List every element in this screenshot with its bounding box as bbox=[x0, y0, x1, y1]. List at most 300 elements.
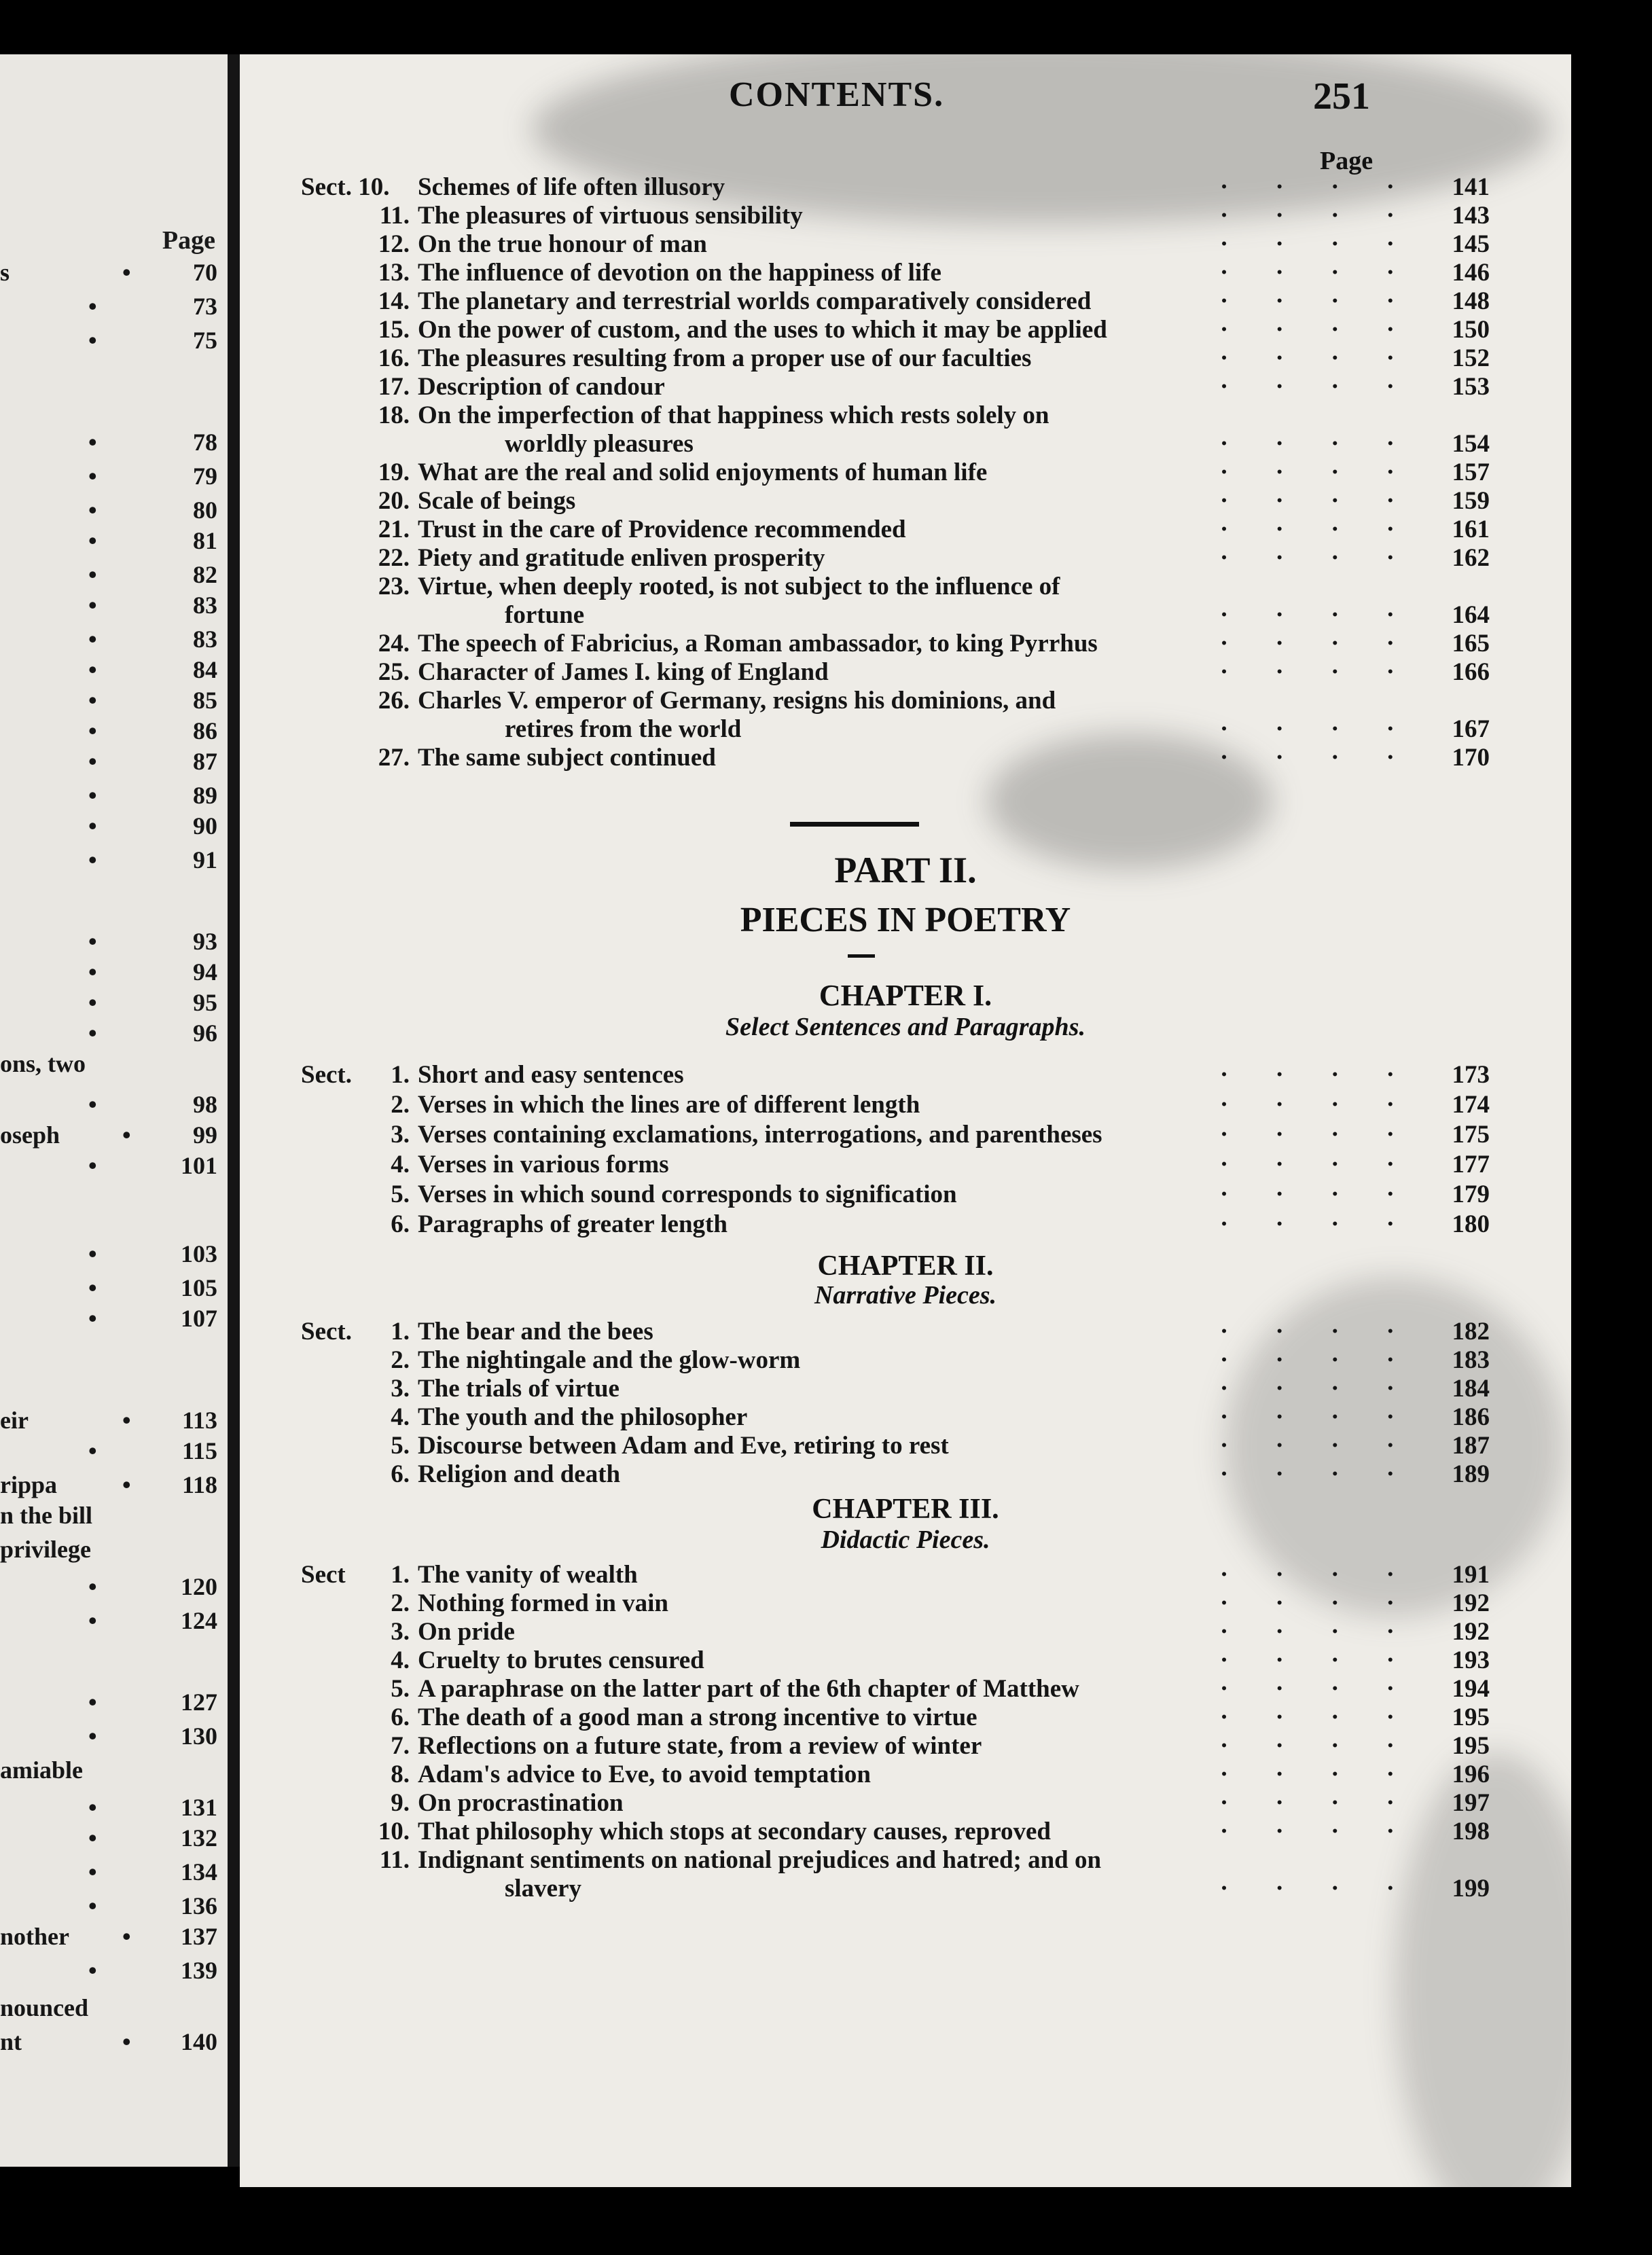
left-toc-page: 73 bbox=[193, 293, 217, 320]
leader-dots: · · · · bbox=[1219, 259, 1415, 287]
toc-entry bbox=[301, 458, 1490, 487]
leader-dots: · · · · bbox=[1219, 1732, 1415, 1760]
entry-number: 2. bbox=[391, 1346, 410, 1374]
entry-number: 1. bbox=[391, 1318, 410, 1346]
entry-page: 184 bbox=[1452, 1375, 1490, 1403]
leader-dot: • bbox=[88, 1858, 97, 1886]
book-gutter bbox=[228, 54, 240, 2167]
leader-dots: · · · · bbox=[1219, 430, 1415, 458]
leader-dots: · · · · bbox=[1219, 173, 1415, 201]
leader-dot: • bbox=[122, 1471, 131, 1498]
entry-page: 141 bbox=[1452, 173, 1490, 201]
left-toc-page: 120 bbox=[181, 1573, 217, 1600]
left-toc-row bbox=[0, 1501, 217, 1528]
leader-dots: · · · · bbox=[1219, 658, 1415, 686]
leader-dots: · · · · bbox=[1219, 1761, 1415, 1788]
left-toc-text: amiable bbox=[0, 1756, 83, 1784]
entry-number: 23. bbox=[378, 573, 410, 600]
left-toc-row bbox=[0, 655, 217, 683]
entry-page: 192 bbox=[1452, 1589, 1490, 1617]
left-toc-page: 139 bbox=[181, 1957, 217, 1984]
left-toc-page: 94 bbox=[193, 958, 217, 986]
entry-page: 194 bbox=[1452, 1675, 1490, 1703]
leader-dot: • bbox=[122, 1923, 131, 1950]
entry-number: 7. bbox=[391, 1732, 410, 1760]
entry-number: 4. bbox=[391, 1403, 410, 1431]
leader-dots: · · · · bbox=[1219, 1618, 1415, 1646]
left-toc-text: nt bbox=[0, 2028, 22, 2055]
left-toc-page: 78 bbox=[193, 429, 217, 456]
leader-dots: · · · · bbox=[1219, 230, 1415, 258]
leader-dot: • bbox=[88, 928, 97, 955]
toc-entry bbox=[301, 1646, 1490, 1675]
left-toc-page: 95 bbox=[193, 989, 217, 1016]
entry-page: 186 bbox=[1452, 1403, 1490, 1431]
entry-number: 11. bbox=[379, 1846, 410, 1874]
leader-dot: • bbox=[88, 327, 97, 354]
left-toc-page: 84 bbox=[193, 656, 217, 683]
toc-entry bbox=[301, 1618, 1490, 1646]
entry-page: 195 bbox=[1452, 1703, 1490, 1731]
entry-page: 198 bbox=[1452, 1818, 1490, 1845]
toc-entry bbox=[301, 259, 1490, 287]
entry-number: 24. bbox=[378, 630, 410, 657]
leader-dots: · · · · bbox=[1219, 1151, 1415, 1178]
left-toc-page: 124 bbox=[181, 1607, 217, 1634]
toc-entry bbox=[301, 1375, 1490, 1403]
toc-entry bbox=[301, 1789, 1490, 1818]
entry-title: Discourse between Adam and Eve, retiring to rest bbox=[418, 1432, 949, 1460]
entry-number: 21. bbox=[378, 516, 410, 543]
leader-dot: • bbox=[88, 687, 97, 714]
entry-page: 162 bbox=[1452, 544, 1490, 572]
entry-title: That philosophy which stops at secondary causes, reproved bbox=[418, 1818, 1051, 1845]
left-toc-row bbox=[0, 292, 217, 319]
leader-dot: • bbox=[122, 1407, 131, 1434]
left-toc-text: eir bbox=[0, 1407, 29, 1434]
entry-number: 6. bbox=[391, 1210, 410, 1238]
entry-title: The same subject continued bbox=[418, 744, 716, 772]
entry-title: The youth and the philosopher bbox=[418, 1403, 748, 1431]
entry-number: 6. bbox=[391, 1703, 410, 1731]
leader-dots: · · · · bbox=[1219, 1875, 1415, 1902]
entry-number: 1. bbox=[391, 1061, 410, 1089]
left-toc-row bbox=[0, 1892, 217, 1919]
toc-entry bbox=[301, 687, 1490, 715]
left-toc-row bbox=[0, 1049, 217, 1077]
entry-number: 17. bbox=[378, 373, 410, 401]
toc-entry bbox=[301, 316, 1490, 344]
left-toc-row bbox=[0, 1274, 217, 1301]
left-toc-page: 101 bbox=[181, 1152, 217, 1179]
entry-number: 2. bbox=[391, 1091, 410, 1119]
entry-title: Scale of beings bbox=[418, 487, 576, 515]
leader-dot: • bbox=[88, 656, 97, 683]
leader-dots: · · · · bbox=[1219, 1818, 1415, 1845]
leader-dot: • bbox=[88, 1020, 97, 1047]
toc-entry bbox=[301, 1210, 1490, 1239]
left-toc-row bbox=[0, 1756, 217, 1783]
leader-dot: • bbox=[88, 527, 97, 554]
entry-number: 20. bbox=[378, 487, 410, 515]
toc-entry bbox=[301, 1121, 1490, 1149]
toc-entry-continuation bbox=[301, 430, 1490, 458]
entry-page: 193 bbox=[1452, 1646, 1490, 1674]
toc-entry bbox=[301, 1818, 1490, 1846]
left-toc-row bbox=[0, 1688, 217, 1715]
left-toc-text: oseph bbox=[0, 1121, 60, 1149]
entry-title: Schemes of life often illusory bbox=[418, 173, 725, 201]
entry-title: Trust in the care of Providence recommended bbox=[418, 516, 906, 543]
left-toc-row bbox=[0, 591, 217, 618]
leader-dots: · · · · bbox=[1219, 344, 1415, 372]
chapter2-heading: CHAPTER II. bbox=[817, 1250, 994, 1282]
leader-dots: · · · · bbox=[1219, 1675, 1415, 1703]
left-toc-row bbox=[0, 526, 217, 554]
entry-page: 191 bbox=[1452, 1561, 1490, 1589]
left-toc-row bbox=[0, 1240, 217, 1267]
leader-dot: • bbox=[88, 1305, 97, 1332]
leader-dot: • bbox=[88, 626, 97, 653]
entry-title: Paragraphs of greater length bbox=[418, 1210, 728, 1238]
toc-entry bbox=[301, 1675, 1490, 1703]
left-toc-page: 130 bbox=[181, 1722, 217, 1750]
entry-number: 3. bbox=[391, 1121, 410, 1149]
left-toc-text: privilege bbox=[0, 1536, 91, 1563]
toc-entry bbox=[301, 1703, 1490, 1732]
left-toc-page: 86 bbox=[193, 717, 217, 744]
chapter3-heading: CHAPTER III. bbox=[812, 1494, 999, 1525]
entry-number: 12. bbox=[378, 230, 410, 258]
left-toc-text: nounced bbox=[0, 1994, 89, 2021]
leader-dot: • bbox=[88, 1091, 97, 1118]
entry-title: The bear and the bees bbox=[418, 1318, 653, 1346]
entry-title: Verses in which the lines are of different length bbox=[418, 1091, 920, 1119]
section-rule bbox=[790, 822, 919, 827]
left-toc-page: 134 bbox=[181, 1858, 217, 1886]
entry-title-continuation: slavery bbox=[505, 1875, 582, 1902]
leader-dots: · · · · bbox=[1219, 1403, 1415, 1431]
toc-entry bbox=[301, 230, 1490, 259]
left-toc-row bbox=[0, 927, 217, 954]
toc-entry bbox=[301, 658, 1490, 687]
entry-title: Cruelty to brutes censured bbox=[418, 1646, 704, 1674]
entry-number: 1. bbox=[391, 1561, 410, 1589]
toc-entry-continuation bbox=[301, 601, 1490, 630]
entry-page: 180 bbox=[1452, 1210, 1490, 1238]
left-toc-row bbox=[0, 625, 217, 652]
entry-title: Virtue, when deeply rooted, is not subject to the influence of bbox=[418, 573, 1060, 600]
entry-page: 161 bbox=[1452, 516, 1490, 543]
entry-page: 153 bbox=[1452, 373, 1490, 401]
section-label: Sect. bbox=[301, 1318, 352, 1346]
entry-number: 8. bbox=[391, 1761, 410, 1788]
entry-number: 25. bbox=[378, 658, 410, 686]
entry-title: On the power of custom, and the uses to which it may be applied bbox=[418, 316, 1107, 344]
leader-dot: • bbox=[88, 748, 97, 775]
entry-number: 13. bbox=[378, 259, 410, 287]
left-toc-row bbox=[0, 812, 217, 839]
toc-entry bbox=[301, 173, 1490, 202]
entry-title: Reflections on a future state, from a review of winter bbox=[418, 1732, 982, 1760]
leader-dots: · · · · bbox=[1219, 1346, 1415, 1374]
left-toc-page: 127 bbox=[181, 1689, 217, 1716]
left-toc-row bbox=[0, 1437, 217, 1464]
left-toc-row bbox=[0, 1722, 217, 1749]
left-toc-text: ons, two bbox=[0, 1050, 86, 1077]
entry-title: Verses containing exclamations, interrogations, and parentheses bbox=[418, 1121, 1102, 1149]
left-toc-text: rippa bbox=[0, 1471, 58, 1498]
leader-dot: • bbox=[88, 717, 97, 744]
left-page-header: Page bbox=[162, 226, 215, 255]
entry-page: 152 bbox=[1452, 344, 1490, 372]
toc-entry bbox=[301, 516, 1490, 544]
entry-title: What are the real and solid enjoyments of human life bbox=[418, 458, 988, 486]
entry-title: The speech of Fabricius, a Roman ambassador, to king Pyrrhus bbox=[418, 630, 1098, 657]
entry-title: Character of James I. king of England bbox=[418, 658, 829, 686]
toc-entry bbox=[301, 373, 1490, 401]
entry-title: On the imperfection of that happiness which rests solely on bbox=[418, 401, 1049, 429]
entry-page: 189 bbox=[1452, 1460, 1490, 1488]
leader-dot: • bbox=[88, 497, 97, 524]
leader-dots: · · · · bbox=[1219, 316, 1415, 344]
leader-dots: · · · · bbox=[1219, 516, 1415, 543]
leader-dots: · · · · bbox=[1219, 1561, 1415, 1589]
entry-number: 3. bbox=[391, 1375, 410, 1403]
section-label: Sect bbox=[301, 1561, 346, 1589]
entry-title: Description of candour bbox=[418, 373, 665, 401]
entry-page: 177 bbox=[1452, 1151, 1490, 1178]
entry-title-continuation: worldly pleasures bbox=[505, 430, 694, 458]
left-toc-page: 79 bbox=[193, 463, 217, 490]
left-toc-page: 137 bbox=[181, 1923, 217, 1950]
left-toc-page: 80 bbox=[193, 497, 217, 524]
left-toc-row bbox=[0, 686, 217, 713]
left-toc-text: nother bbox=[0, 1923, 69, 1950]
leader-dots: · · · · bbox=[1219, 1121, 1415, 1149]
entry-number: 4. bbox=[391, 1151, 410, 1178]
entry-title: Adam's advice to Eve, to avoid temptation bbox=[418, 1761, 871, 1788]
entry-number: 6. bbox=[391, 1460, 410, 1488]
entry-title: The planetary and terrestrial worlds comparatively considered bbox=[418, 287, 1092, 315]
left-toc-page: 115 bbox=[181, 1437, 217, 1464]
leader-dots: · · · · bbox=[1219, 1789, 1415, 1817]
left-toc-text: n the bill bbox=[0, 1502, 93, 1529]
entry-title-continuation: fortune bbox=[505, 601, 585, 629]
entry-number: 26. bbox=[378, 687, 410, 715]
toc-entry bbox=[301, 744, 1490, 772]
leader-dot: • bbox=[88, 958, 97, 986]
left-toc-row bbox=[0, 958, 217, 985]
leader-dot: • bbox=[88, 1892, 97, 1919]
part-title: PART II. bbox=[834, 850, 977, 890]
left-toc-page: 87 bbox=[193, 748, 217, 775]
left-toc-page: 85 bbox=[193, 687, 217, 714]
left-toc-row bbox=[0, 1304, 217, 1331]
toc-entry bbox=[301, 1151, 1490, 1179]
entry-title: On pride bbox=[418, 1618, 515, 1646]
entry-page: 170 bbox=[1452, 744, 1490, 772]
page-column-header: Page bbox=[1320, 147, 1373, 175]
left-toc-page: 98 bbox=[193, 1091, 217, 1118]
left-toc-page: 75 bbox=[193, 327, 217, 354]
chapter1-heading: CHAPTER I. bbox=[819, 979, 992, 1012]
page-number: 251 bbox=[1313, 75, 1370, 118]
section-label: Sect. bbox=[301, 1061, 352, 1089]
leader-dots: · · · · bbox=[1219, 715, 1415, 743]
toc-entry bbox=[301, 287, 1490, 316]
left-toc-row bbox=[0, 717, 217, 744]
left-toc-row bbox=[0, 1406, 217, 1433]
leader-dot: • bbox=[88, 293, 97, 320]
entry-title: The death of a good man a strong incentive to virtue bbox=[418, 1703, 977, 1731]
toc-entry bbox=[301, 630, 1490, 658]
entry-title: A paraphrase on the latter part of the 6th chapter of Matthew bbox=[418, 1675, 1079, 1703]
toc-entry bbox=[301, 487, 1490, 516]
toc-entry bbox=[301, 202, 1490, 230]
leader-dots: · · · · bbox=[1219, 601, 1415, 629]
entry-title: Verses in various forms bbox=[418, 1151, 669, 1178]
entry-page: 157 bbox=[1452, 458, 1490, 486]
leader-dots: · · · · bbox=[1219, 287, 1415, 315]
left-toc-row bbox=[0, 1858, 217, 1885]
toc-entry bbox=[301, 1403, 1490, 1432]
toc-entry-continuation bbox=[301, 1875, 1490, 1903]
left-toc-row bbox=[0, 1922, 217, 1949]
entry-page: 165 bbox=[1452, 630, 1490, 657]
leader-dots: · · · · bbox=[1219, 1646, 1415, 1674]
leader-dot: • bbox=[88, 989, 97, 1016]
left-toc-row bbox=[0, 1994, 217, 2021]
leader-dot: • bbox=[88, 1957, 97, 1984]
leader-dots: · · · · bbox=[1219, 1318, 1415, 1346]
toc-entry bbox=[301, 1589, 1490, 1618]
leader-dot: • bbox=[88, 1689, 97, 1716]
toc-entry bbox=[301, 1346, 1490, 1375]
short-rule bbox=[848, 954, 875, 958]
leader-dot: • bbox=[122, 259, 131, 286]
entry-number: 10. bbox=[378, 1818, 410, 1845]
left-toc-row bbox=[0, 1535, 217, 1562]
leader-dot: • bbox=[122, 2028, 131, 2055]
entry-page: 192 bbox=[1452, 1618, 1490, 1646]
right-page bbox=[240, 54, 1571, 2187]
entry-title: The trials of virtue bbox=[418, 1375, 620, 1403]
leader-dot: • bbox=[88, 1794, 97, 1821]
entry-title-continuation: retires from the world bbox=[505, 715, 742, 743]
leader-dot: • bbox=[88, 592, 97, 619]
leader-dot: • bbox=[122, 1121, 131, 1149]
left-toc-page: 90 bbox=[193, 812, 217, 840]
leader-dot: • bbox=[88, 561, 97, 588]
toc-entry-continuation bbox=[301, 715, 1490, 744]
toc-entry bbox=[301, 1761, 1490, 1789]
entry-number: 5. bbox=[391, 1180, 410, 1208]
entry-page: 199 bbox=[1452, 1875, 1490, 1902]
toc-entry bbox=[301, 1180, 1490, 1209]
entry-title: The nightingale and the glow-worm bbox=[418, 1346, 801, 1374]
leader-dots: · · · · bbox=[1219, 1061, 1415, 1089]
entry-page: 187 bbox=[1452, 1432, 1490, 1460]
entry-page: 197 bbox=[1452, 1789, 1490, 1817]
left-toc-row bbox=[0, 747, 217, 774]
entry-page: 167 bbox=[1452, 715, 1490, 743]
left-toc-page: 89 bbox=[193, 782, 217, 809]
leader-dots: · · · · bbox=[1219, 1460, 1415, 1488]
toc-entry bbox=[301, 401, 1490, 430]
leader-dots: · · · · bbox=[1219, 458, 1415, 486]
left-toc-page: 131 bbox=[181, 1794, 217, 1821]
entry-title: On the true honour of man bbox=[418, 230, 707, 258]
entry-number: 22. bbox=[378, 544, 410, 572]
entry-title: Indignant sentiments on national prejudices and hatred; and on bbox=[418, 1846, 1102, 1874]
left-toc-page: 136 bbox=[181, 1892, 217, 1919]
entry-title: Religion and death bbox=[418, 1460, 621, 1488]
entry-page: 164 bbox=[1452, 601, 1490, 629]
left-toc-page: 99 bbox=[193, 1121, 217, 1149]
entry-title: The influence of devotion on the happiness of life bbox=[418, 259, 941, 287]
entry-number: 15. bbox=[378, 316, 410, 344]
entry-page: 174 bbox=[1452, 1091, 1490, 1119]
entry-title: The vanity of wealth bbox=[418, 1561, 638, 1589]
entry-number: 2. bbox=[391, 1589, 410, 1617]
section-label: Sect. 10. bbox=[301, 173, 390, 201]
entry-number: 4. bbox=[391, 1646, 410, 1674]
entry-number: 5. bbox=[391, 1675, 410, 1703]
entry-title: The pleasures of virtuous sensibility bbox=[418, 202, 803, 230]
leader-dots: · · · · bbox=[1219, 373, 1415, 401]
left-toc-page: 83 bbox=[193, 626, 217, 653]
entry-page: 145 bbox=[1452, 230, 1490, 258]
left-toc-row bbox=[0, 462, 217, 489]
entry-page: 148 bbox=[1452, 287, 1490, 315]
leader-dots: · · · · bbox=[1219, 202, 1415, 230]
leader-dot: • bbox=[88, 782, 97, 809]
leader-dot: • bbox=[88, 1824, 97, 1852]
left-toc-row bbox=[0, 428, 217, 455]
entry-page: 143 bbox=[1452, 202, 1490, 230]
entry-page: 154 bbox=[1452, 430, 1490, 458]
left-toc-row bbox=[0, 846, 217, 873]
entry-page: 195 bbox=[1452, 1732, 1490, 1760]
entry-title: Piety and gratitude enliven prosperity bbox=[418, 544, 825, 572]
entry-page: 146 bbox=[1452, 259, 1490, 287]
left-toc-row bbox=[0, 1121, 217, 1148]
toc-entry bbox=[301, 544, 1490, 573]
leader-dot: • bbox=[88, 1607, 97, 1634]
entry-page: 182 bbox=[1452, 1318, 1490, 1346]
leader-dot: • bbox=[88, 1274, 97, 1301]
leader-dot: • bbox=[88, 1722, 97, 1750]
left-toc-row bbox=[0, 1090, 217, 1117]
leader-dots: · · · · bbox=[1219, 630, 1415, 657]
left-toc-page: 91 bbox=[193, 846, 217, 873]
entry-page: 159 bbox=[1452, 487, 1490, 515]
leader-dot: • bbox=[88, 1437, 97, 1464]
entry-page: 175 bbox=[1452, 1121, 1490, 1149]
leader-dot: • bbox=[88, 846, 97, 873]
entry-title: Verses in which sound corresponds to signification bbox=[418, 1180, 957, 1208]
leader-dot: • bbox=[88, 1152, 97, 1179]
left-page bbox=[0, 54, 228, 2167]
leader-dots: · · · · bbox=[1219, 1210, 1415, 1238]
leader-dots: · · · · bbox=[1219, 487, 1415, 515]
left-toc-row bbox=[0, 496, 217, 523]
left-toc-row bbox=[0, 560, 217, 588]
left-toc-page: 132 bbox=[181, 1824, 217, 1852]
left-toc-page: 81 bbox=[193, 527, 217, 554]
left-toc-page: 113 bbox=[181, 1407, 217, 1434]
